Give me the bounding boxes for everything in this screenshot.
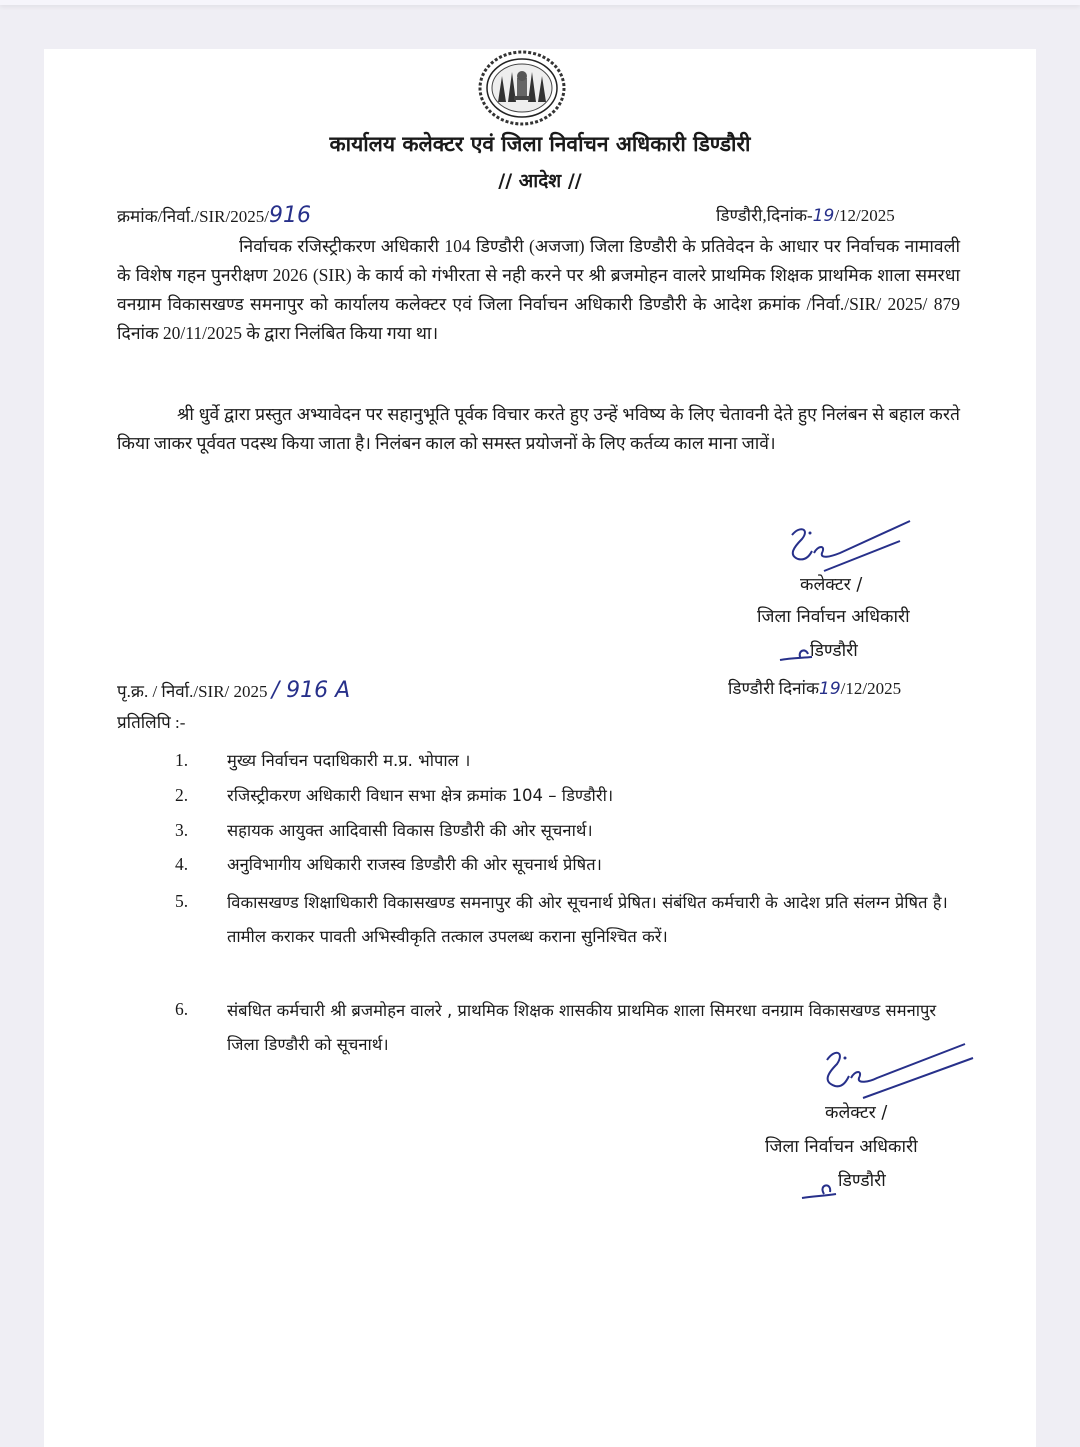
copy-list-item (175, 886, 975, 986)
copy-list-number: 2. (175, 785, 189, 805)
copy-list-number: 6. (175, 999, 189, 1019)
copy-ref-prefix: पृ.क्र. / निर्वा./SIR/ 2025 (117, 682, 272, 701)
copy-list-text: अनुविभागीय अधिकारी राजस्व डिण्डौरी की ओर सूचनार्थ प्रेषित। (227, 855, 602, 874)
copy-list-text: मुख्य निर्वाचन पदाधिकारी म.प्र. भोपाल । (227, 751, 471, 770)
order-paragraph-2 (117, 400, 960, 458)
copy-date-suffix: /12/2025 (840, 679, 902, 698)
signature-2-title: जिला निर्वाचन अधिकारी (765, 1137, 918, 1157)
government-seal-icon (478, 50, 566, 126)
signature-1-icon (780, 515, 920, 575)
order-paragraph-1-text: निर्वाचक रजिस्ट्रीकरण अधिकारी 104 डिण्डौरी (अजजा) जिला डिण्डौरी के प्रतिवेदन के आधार पर निर्वाचक नामावली के विशेष गहन पुनरीक्षण 2026 (SIR) के कार्य को गंभीरता से नही करने पर श्री ब्रजमोहन वालरे प्राथमिक शिक्षक प्राथमिक शाला समरधा वनग्राम विकासखण्ड समनापुर को कार्यालय कलेक्टर एवं जिला निर्वाचन अधिकारी डिण्डौरी के आदेश क्रमांक /निर्वा./SIR/ 2025/ 879 दिनांक 20/11/2025 के द्वारा निलंबित किया गया था। (117, 236, 960, 343)
copy-list-number: 4. (175, 854, 189, 874)
signature-2-designation: कलेक्टर / (825, 1103, 888, 1123)
order-reference (117, 203, 311, 228)
copy-list-text: रजिस्ट्रीकरण अधिकारी विधान सभा क्षेत्र क्रमांक 104 – डिण्डौरी। (227, 786, 614, 805)
order-date (716, 203, 895, 226)
office-title: कार्यालय कलेक्टर एवं जिला निर्वाचन अधिकारी डिण्डौरी (329, 132, 751, 156)
initial-mark-2-icon (800, 1172, 840, 1202)
copy-ref-number: / 916 A (271, 678, 351, 703)
copy-list-item (175, 849, 975, 880)
order-ref-prefix: क्रमांक/निर्वा./SIR/2025/ (117, 207, 269, 226)
viewer-top-bar (0, 0, 1080, 5)
signature-1-title: जिला निर्वाचन अधिकारी (757, 607, 910, 627)
copy-reference (117, 678, 350, 703)
copy-list-text: संबधित कर्मचारी श्री ब्रजमोहन वालरे , प्राथमिक शिक्षक शासकीय प्राथमिक शाला सिमरधा वनग्राम विकासखण्ड समनापुर जिला डिण्डौरी को सूचनार्थ। (227, 1001, 937, 1054)
signature-2-icon (815, 1038, 980, 1100)
order-paragraph-2-text: श्री धुर्वे द्वारा प्रस्तुत अभ्यावेदन पर सहानुभूति पूर्वक विचार करते हुए उन्हें भविष्य के लिए चेतावनी देते हुए निलंबन से बहाल करते किया जाकर पूर्ववत पदस्थ किया जाता है। निलंबन काल को समस्त प्रयोजनों के लिए कर्तव्य काल माना जावें। (117, 404, 960, 453)
signature-1-designation: कलेक्टर / (800, 575, 863, 595)
copy-list-number: 1. (175, 750, 189, 770)
initial-mark-1-icon (778, 640, 814, 664)
copy-list-item (175, 815, 975, 846)
order-paragraph-1 (117, 232, 960, 348)
copy-list-item (175, 745, 975, 776)
copy-list-text: सहायक आयुक्त आदिवासी विकास डिण्डौरी की ओर सूचनार्थ। (227, 821, 593, 840)
signature-1-place: डिण्डौरी (810, 641, 858, 661)
signature-2-place: डिण्डौरी (838, 1171, 886, 1191)
order-date-day: 19 (812, 206, 835, 226)
order-date-prefix: डिण्डौरी,दिनांक- (716, 206, 813, 225)
copy-list-item (175, 780, 975, 811)
copy-heading: प्रतिलिपि :- (117, 713, 186, 732)
order-heading: // आदेश // (498, 170, 582, 192)
order-date-suffix: /12/2025 (834, 206, 895, 225)
copy-date (728, 676, 901, 699)
copy-list-number: 5. (175, 891, 189, 911)
copy-list-text: विकासखण्ड शिक्षाधिकारी विकासखण्ड समनापुर की ओर सूचनार्थ प्रेषित। संबंधित कर्मचारी के आदेश प्रति संलग्न प्रेषित है। तामील कराकर पावती अभिस्वीकृति तत्काल उपलब्ध कराना सुनिश्चित करें। (227, 893, 948, 946)
order-ref-number: 916 (268, 203, 311, 228)
copy-date-day: 19 (819, 679, 841, 699)
copy-date-prefix: डिण्डौरी दिनांक (728, 679, 820, 698)
copy-list-number: 3. (175, 820, 189, 840)
